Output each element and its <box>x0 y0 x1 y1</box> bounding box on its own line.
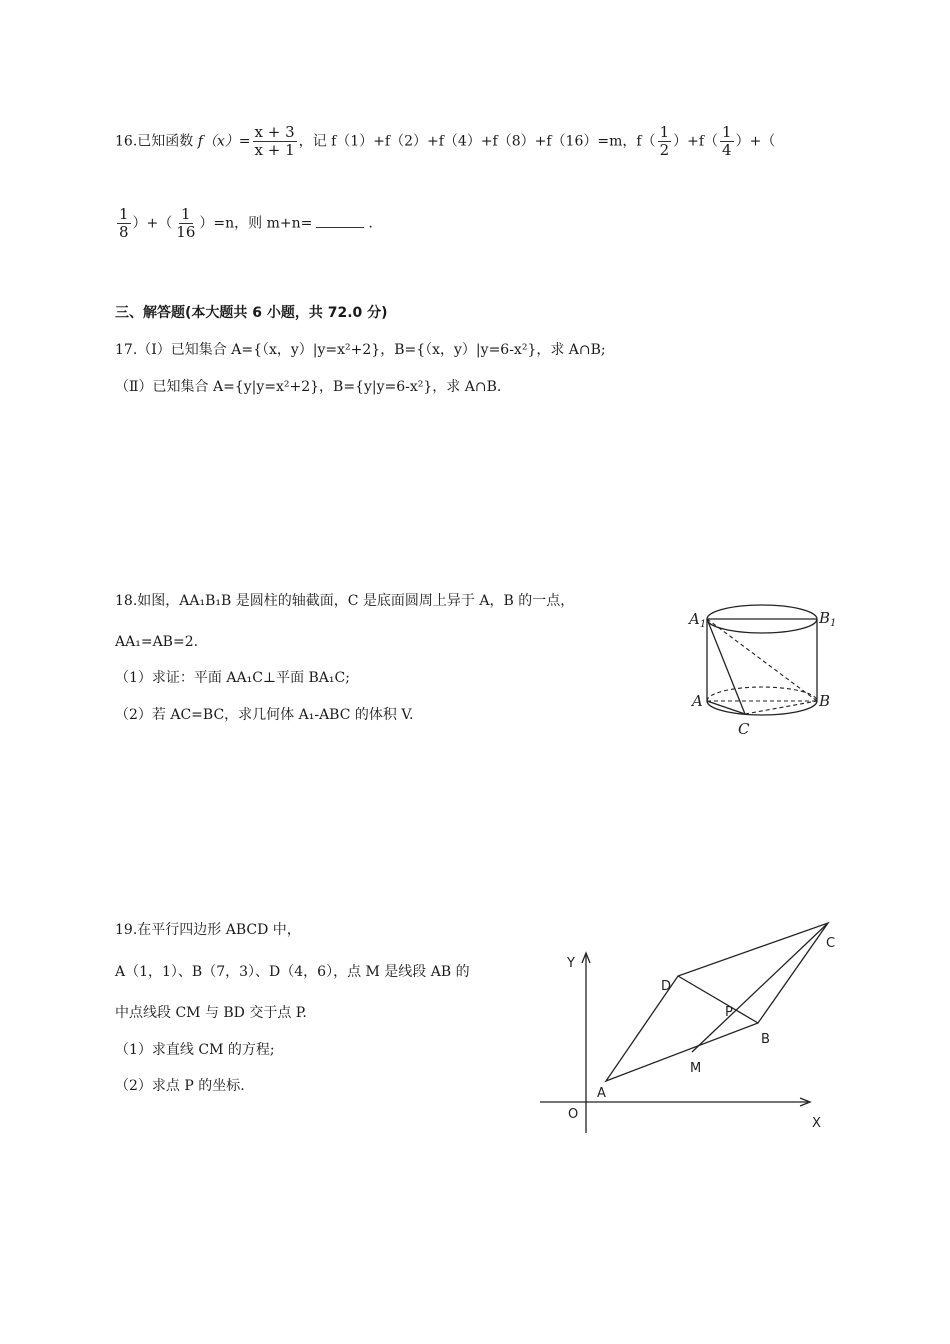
label-B1: $B_1$ <box>819 609 837 629</box>
q16-mid: ，记 f（1）+f（2）+f（4）+f（8）+f（16）=m，f（ <box>298 133 656 150</box>
q17-part2: （Ⅱ）已知集合 A={y|y=x²+2}，B={y|y=6-x²}，求 A∩B. <box>115 379 502 395</box>
q18-line4: （2）若 AC=BC，求几何体 A₁-ABC 的体积 V. <box>115 707 414 723</box>
label-P: P <box>725 1005 733 1020</box>
q16-fraction-main-num: x + 3 <box>254 123 295 141</box>
q18-line1: 18.如图，AA₁B₁B 是圆柱的轴截面，C 是底面圆周上异于 A，B 的一点， <box>115 593 575 609</box>
q16-fraction-half <box>658 124 672 159</box>
q16-fraction-main-den: x + 1 <box>254 141 295 159</box>
q19-line4: （1）求直线 CM 的方程; <box>115 1042 275 1058</box>
label-B: B <box>819 692 831 710</box>
q16-fraction-eighth <box>117 206 131 241</box>
label-A1: $A_1$ <box>689 610 707 630</box>
q16-fraction-eighth-num: 1 <box>119 205 129 223</box>
q19-line3: 中点线段 CM 与 BD 交于点 P. <box>115 1005 307 1021</box>
q16-fraction-sixteenth <box>174 206 197 241</box>
cylinder-bottom-front <box>707 701 817 715</box>
q16-fraction-sixteenth-den: 16 <box>176 223 196 241</box>
q16-fx: f（x）= <box>197 133 251 150</box>
q18-line3: （1）求证：平面 AA₁C⊥平面 BA₁C; <box>115 670 350 686</box>
segment-CM <box>692 923 828 1052</box>
q16-line2 <box>115 206 373 241</box>
label-Y: Y <box>567 956 575 971</box>
q17-part1: 17.（Ⅰ）已知集合 A={（x，y）|y=x²+2}，B={（x，y）|y=6-x²}，求 A∩B; <box>115 342 606 358</box>
q16-fraction-quarter-den: 4 <box>722 141 732 159</box>
q18-cylinder-figure <box>685 595 845 745</box>
q16-tail: ）+（ <box>735 133 776 150</box>
section3-heading: 三、解答题(本大题共 6 小题，共 72.0 分) <box>115 305 388 321</box>
label-C: C <box>738 720 750 738</box>
label-C: C <box>826 936 836 951</box>
q16-fraction-half-den: 2 <box>659 141 670 159</box>
segment-BD <box>678 976 758 1023</box>
cylinder-bottom-back <box>707 687 817 701</box>
q16-fraction-quarter <box>720 124 734 159</box>
q16-fraction-half-num: 1 <box>659 123 670 141</box>
label-M: M <box>690 1061 702 1076</box>
q19-line5: （2）求点 P 的坐标. <box>115 1078 245 1094</box>
q16-line1 <box>115 124 775 159</box>
q16-fraction-quarter-num: 1 <box>722 123 732 141</box>
q16-answer-blank[interactable] <box>316 215 364 228</box>
label-A: A <box>597 1086 606 1101</box>
label-D: D <box>661 979 672 994</box>
q19-line2: A（1，1）、B（7，3）、D（4，6），点 M 是线段 AB 的 <box>115 964 470 980</box>
q18-line2: AA₁=AB=2. <box>115 634 199 650</box>
q19-line1: 19.在平行四边形 ABCD 中， <box>115 922 301 938</box>
q16-fraction-sixteenth-num: 1 <box>181 205 191 223</box>
q19-parallelogram-figure <box>530 915 850 1140</box>
q16-line2-mid: ）+（ <box>132 215 173 232</box>
q16-plus-f: ）+f（ <box>673 133 719 150</box>
q16-fraction-main <box>253 124 297 159</box>
q16-line2-tail: ）=n，则 m+n= <box>199 215 313 232</box>
label-A: A <box>692 692 703 710</box>
q16-prefix: 16.已知函数 <box>115 133 198 150</box>
q16-line2-end: . <box>368 215 373 232</box>
segment-BC <box>745 701 817 714</box>
label-O: O <box>568 1107 579 1122</box>
label-B: B <box>761 1032 770 1047</box>
q16-fraction-eighth-den: 8 <box>119 223 129 241</box>
parallelogram-ABCD <box>606 923 828 1081</box>
label-X: X <box>812 1116 821 1131</box>
